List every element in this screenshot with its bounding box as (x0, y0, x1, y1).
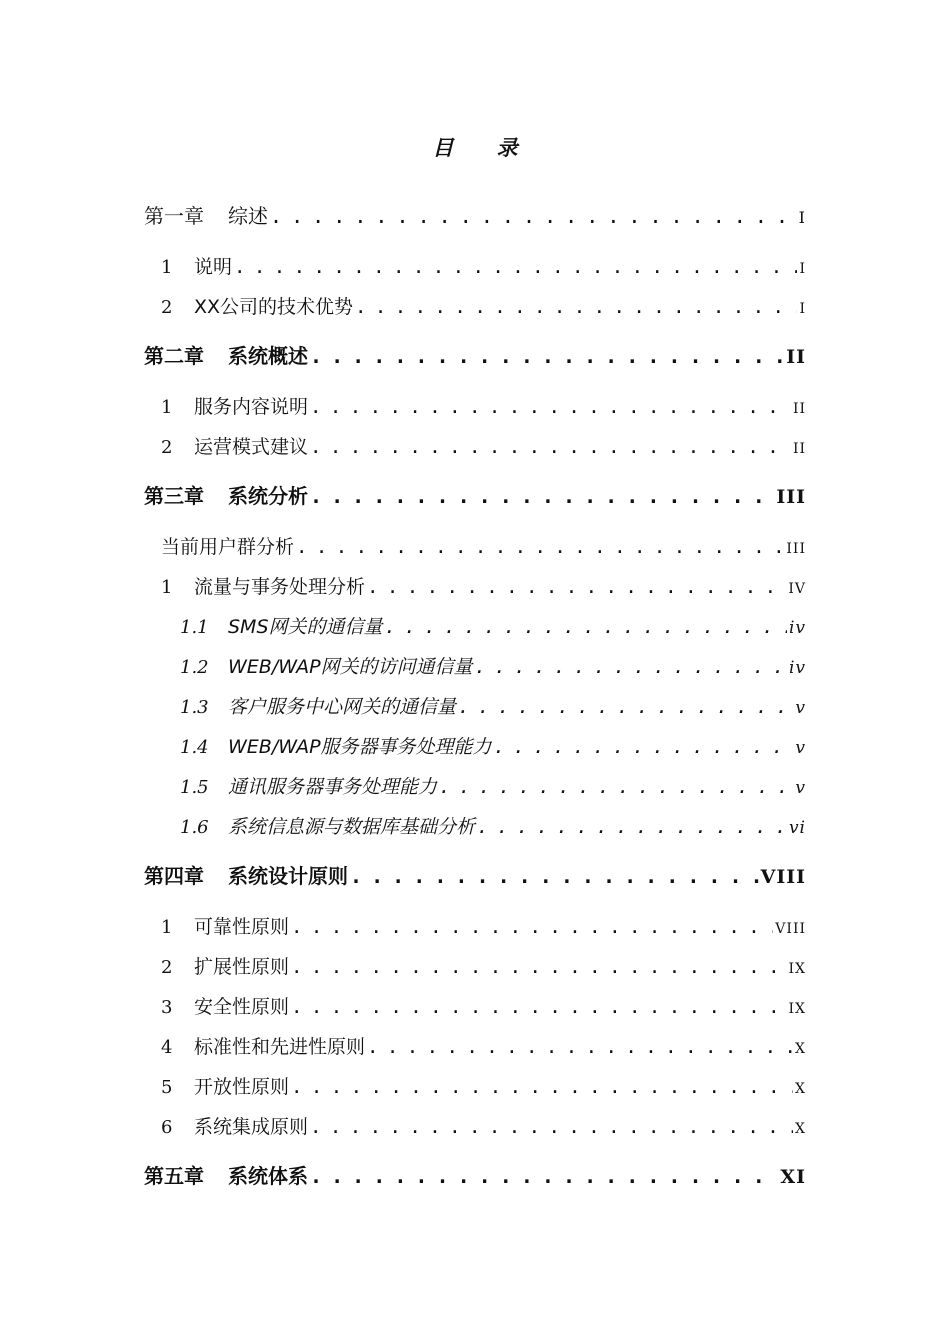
toc-dot-leader (291, 956, 786, 978)
toc-entry-number: 1.5 (180, 777, 209, 798)
toc-entry-section[interactable] (161, 532, 806, 559)
toc-entry-number: 1 (161, 257, 173, 278)
toc-entry-label: 服务内容说明 (194, 396, 309, 418)
toc-dot-leader (310, 396, 791, 418)
toc-entry-label: 系统概述 (228, 344, 308, 368)
toc-entry-page: VIII (760, 866, 806, 888)
toc-entry-label: 说明 (194, 256, 233, 278)
toc-entry-number: 1 (161, 397, 173, 418)
toc-entry-label: XX公司的技术优势 (194, 296, 354, 318)
toc-entry-chapter[interactable] (144, 200, 806, 229)
toc-entry-chapter[interactable] (144, 860, 806, 889)
toc-entry-page: II (792, 401, 806, 417)
toc-dot-leader (296, 536, 784, 558)
toc-entry-page: XI (780, 1166, 806, 1188)
toc-entry-section[interactable] (161, 572, 806, 599)
toc-entry-label: 通讯服务器事务处理能力 (228, 776, 438, 798)
toc-entry-chapter[interactable] (144, 480, 806, 509)
toc-entry-page: II (792, 441, 806, 457)
toc-entry-chapter[interactable] (144, 1160, 806, 1189)
toc-entry-section[interactable] (161, 1072, 806, 1099)
toc-entry-label: 系统集成原则 (194, 1116, 309, 1138)
toc-entry-section[interactable] (161, 1112, 806, 1139)
toc-dot-leader (350, 864, 759, 888)
toc-entry-label: 综述 (228, 204, 268, 228)
toc-dot-leader (270, 204, 797, 228)
toc-dot-leader (310, 436, 791, 458)
toc-dot-leader (355, 296, 797, 318)
toc-dot-leader (477, 816, 787, 838)
toc-entry-subsection[interactable] (180, 772, 806, 799)
toc-entry-number: 2 (161, 437, 173, 458)
toc-entry-page: X (795, 1041, 806, 1057)
toc-entry-page: v (795, 738, 806, 758)
toc-entry-section[interactable] (161, 912, 806, 939)
toc-entry-label: 开放性原则 (194, 1076, 290, 1098)
toc-entry-page: I (799, 261, 806, 277)
toc-entry-number: 3 (161, 997, 173, 1018)
toc-entry-page: IV (788, 581, 806, 597)
toc-entry-label: 系统体系 (228, 1164, 308, 1188)
toc-entry-number: 5 (161, 1077, 173, 1098)
toc-entry-chapter[interactable] (144, 340, 806, 369)
toc-dot-leader (494, 736, 794, 758)
toc-entry-subsection[interactable] (180, 812, 806, 839)
toc-entry-number: 1.4 (180, 737, 209, 758)
toc-entry-label: 当前用户群分析 (161, 536, 295, 558)
toc-entry-label: WEB/WAP服务器事务处理能力 (228, 736, 492, 758)
toc-entry-subsection[interactable] (180, 612, 806, 639)
toc-entry-number: 4 (161, 1037, 173, 1058)
toc-entry-page: X (795, 1121, 806, 1137)
toc-entry-page: vi (788, 818, 806, 838)
toc-entry-number: 6 (161, 1117, 173, 1138)
toc-dot-leader (367, 1036, 793, 1058)
toc-entry-page: iv (788, 658, 806, 678)
toc-entry-label: 运营模式建议 (194, 436, 309, 458)
toc-entry-number: 1 (161, 917, 173, 938)
toc-entry-number: 1.3 (180, 697, 209, 718)
toc-entry-label: 安全性原则 (194, 996, 290, 1018)
toc-entry-number: 1.2 (180, 657, 209, 678)
toc-entry-number: 第四章 (144, 864, 204, 888)
toc-entry-number: 1 (161, 577, 173, 598)
toc-entry-label: 可靠性原则 (194, 916, 290, 938)
toc-entry-label: WEB/WAP网关的访问通信量 (228, 656, 473, 678)
toc-entry-subsection[interactable] (180, 692, 806, 719)
toc-entry-page: III (776, 486, 806, 508)
toc-dot-leader (234, 256, 797, 278)
toc-entry-label: 系统信息源与数据库基础分析 (228, 816, 476, 838)
toc-entry-label: 流量与事务处理分析 (194, 576, 366, 598)
toc-entry-number: 1.6 (180, 817, 209, 838)
toc-entry-section[interactable] (161, 392, 806, 419)
toc-entry-number: 2 (161, 297, 173, 318)
toc-dot-leader (385, 616, 787, 638)
toc-entry-label: 标准性和先进性原则 (194, 1036, 366, 1058)
toc-dot-leader (291, 996, 786, 1018)
toc-entry-section[interactable] (161, 292, 806, 319)
toc-entry-section[interactable] (161, 952, 806, 979)
toc-title: 目 录 (432, 135, 536, 160)
toc-entry-label: 系统分析 (228, 484, 308, 508)
toc-dot-leader (310, 1164, 778, 1188)
toc-entry-section[interactable] (161, 432, 806, 459)
toc-entry-section[interactable] (161, 1032, 806, 1059)
toc-entry-number: 第一章 (144, 204, 204, 228)
toc-entry-number: 1.1 (180, 617, 209, 638)
toc-entry-page: II (786, 346, 806, 368)
toc-dot-leader (310, 1116, 793, 1138)
toc-entry-subsection[interactable] (180, 732, 806, 759)
toc-entry-subsection[interactable] (180, 652, 806, 679)
toc-entry-page: VIII (775, 921, 806, 937)
toc-entry-page: III (786, 541, 806, 557)
toc-dot-leader (310, 344, 784, 368)
toc-dot-leader (291, 916, 773, 938)
toc-entry-section[interactable] (161, 252, 806, 279)
toc-entry-page: iv (788, 618, 806, 638)
toc-entry-number: 2 (161, 957, 173, 978)
toc-dot-leader (310, 484, 774, 508)
toc-dot-leader (291, 1076, 793, 1098)
toc-entry-label: 客户服务中心网关的通信量 (228, 696, 457, 718)
toc-dot-leader (367, 576, 786, 598)
toc-entry-page: I (798, 208, 806, 227)
toc-entry-page: IX (788, 1001, 806, 1017)
toc-entry-page: X (795, 1081, 806, 1097)
toc-entry-number: 第五章 (144, 1164, 204, 1188)
toc-entry-section[interactable] (161, 992, 806, 1019)
toc-dot-leader (439, 776, 793, 798)
toc-entry-page: v (795, 698, 806, 718)
toc-entry-page: I (799, 301, 806, 317)
toc-entry-label: 系统设计原则 (228, 864, 348, 888)
toc-dot-leader (458, 696, 793, 718)
toc-entry-page: v (795, 778, 806, 798)
toc-entry-number: 第三章 (144, 484, 204, 508)
toc-entry-page: IX (788, 961, 806, 977)
toc-dot-leader (475, 656, 787, 678)
toc-entry-label: 扩展性原则 (194, 956, 290, 978)
toc-entry-label: SMS网关的通信量 (228, 616, 383, 638)
toc-entry-number: 第二章 (144, 344, 204, 368)
